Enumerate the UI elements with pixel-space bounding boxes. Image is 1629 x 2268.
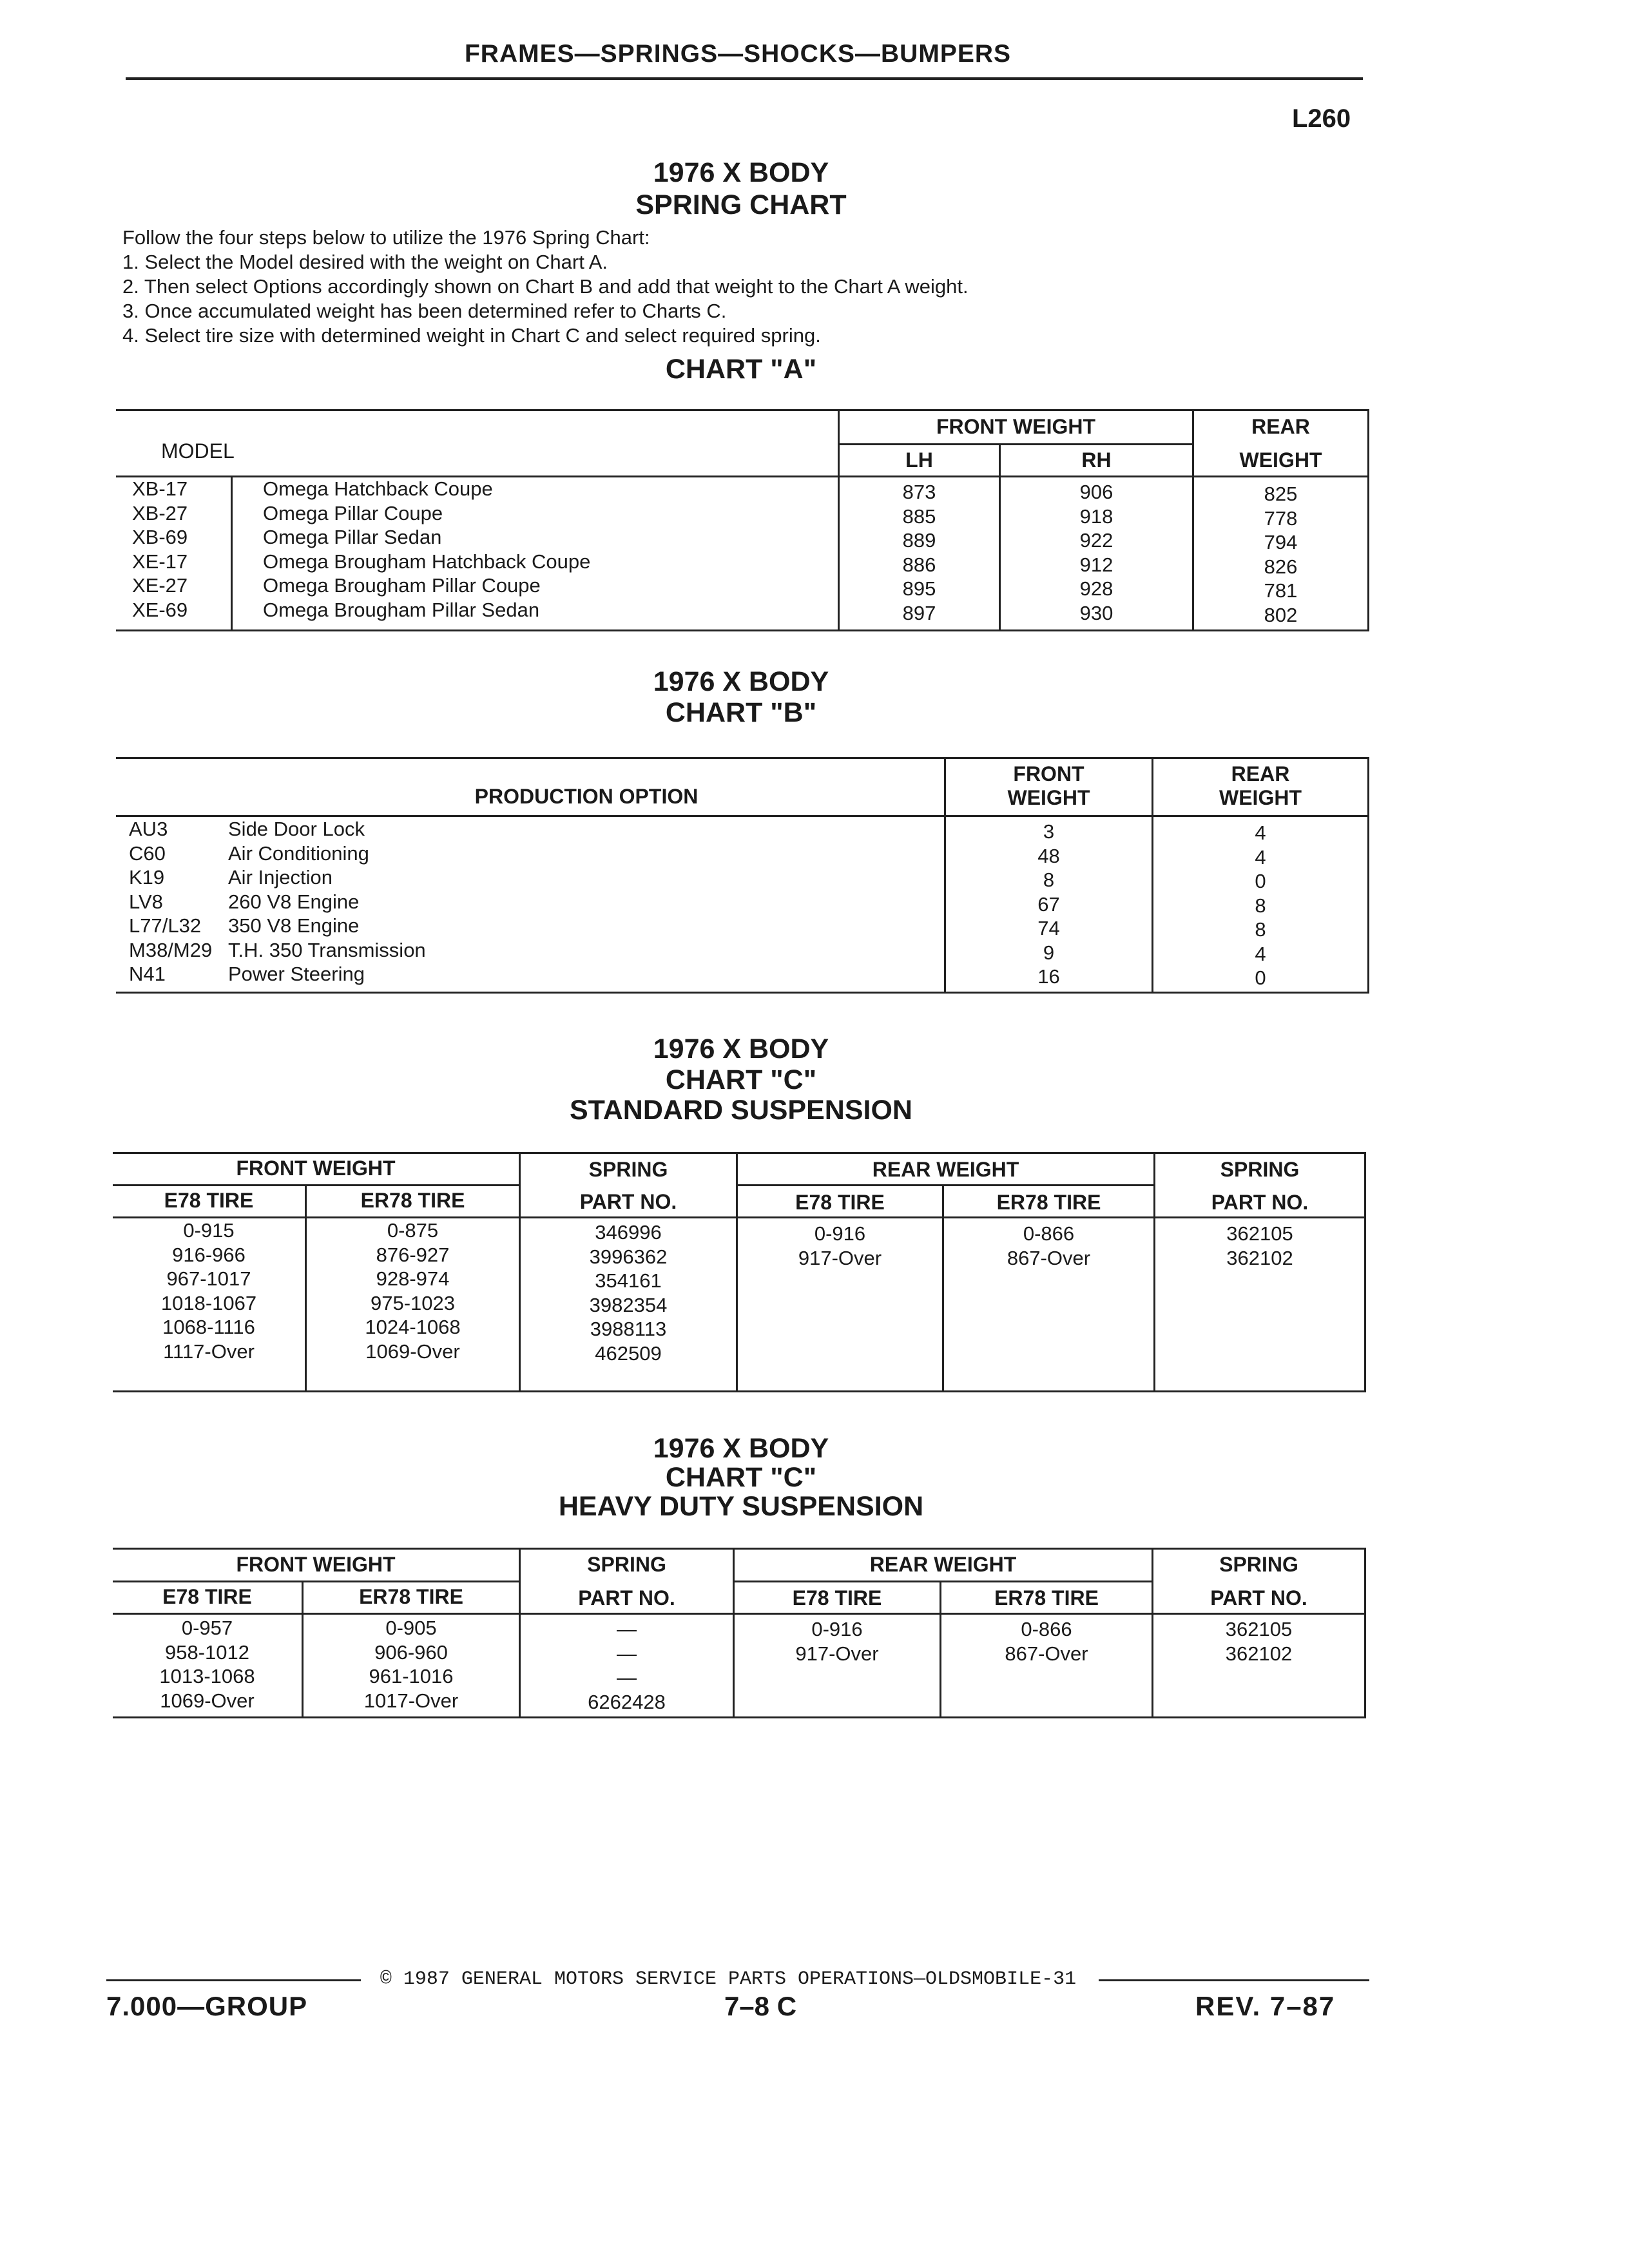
spring-chart-title-2: SPRING CHART (635, 189, 847, 220)
footer-group: 7.000—GROUP (106, 1991, 308, 2021)
chart-b-option-name: 350 V8 Engine (228, 914, 360, 937)
chart-c-hd-front-e78: 1013-1068 (159, 1665, 255, 1687)
chart-c-std-front-e78: 0-915 (183, 1219, 235, 1242)
instruction-step-3: 3. Once accumulated weight has been determined refer to Charts C. (122, 300, 727, 322)
chart-b-rear-header-1: REAR (1231, 762, 1290, 785)
chart-c-std-front-e78: 1068-1116 (162, 1316, 255, 1338)
chart-c-hd-rear-e78: 0-916 (811, 1618, 863, 1640)
chart-c-std-front-er78: 1069-Over (365, 1340, 460, 1363)
chart-a-code: XB-69 (132, 526, 188, 548)
chart-c-std-title-3: STANDARD SUSPENSION (570, 1095, 912, 1126)
chart-a-rear-header-1: REAR (1251, 415, 1310, 438)
chart-b-code: N41 (129, 963, 166, 985)
chart-a-model-name: Omega Hatchback Coupe (263, 477, 493, 500)
spring-chart-title-1: 1976 X BODY (653, 157, 829, 188)
chart-c-hd-rear-er78-values (941, 1617, 1152, 1666)
chart-c-std-spring-header-1: SPRING (588, 1158, 668, 1181)
chart-a-code: XE-69 (132, 598, 188, 621)
chart-b-code: AU3 (129, 818, 168, 840)
chart-c-hd-title-3: HEAVY DUTY SUSPENSION (558, 1491, 924, 1522)
chart-b-rear: 4 (1255, 845, 1266, 869)
chart-c-std-rear-part: 362102 (1226, 1246, 1293, 1269)
chart-b-rear: 8 (1255, 894, 1266, 917)
chart-b-option-name: Air Injection (228, 866, 333, 889)
chart-a-code: XB-17 (132, 477, 188, 500)
chart-a-rh: 918 (1079, 505, 1113, 528)
chart-a-rh: 930 (1079, 601, 1113, 624)
chart-b-code: C60 (129, 841, 166, 865)
chart-c-std-title-1: 1976 X BODY (653, 1033, 829, 1064)
chart-c-hd-front-part: — (617, 1642, 637, 1665)
chart-c-hd-rear-weight-header: REAR WEIGHT (869, 1553, 1017, 1576)
chart-a-model-name: Omega Pillar Coupe (263, 501, 443, 524)
chart-a-rh-header: RH (1081, 448, 1112, 472)
chart-a-rh: 928 (1079, 577, 1113, 600)
chart-c-hd-rear-spring-header-2: PART NO. (1210, 1586, 1307, 1610)
chart-c-std-rear-spring-header-2: PART NO. (1211, 1191, 1309, 1214)
chart-b-front-values (946, 820, 1152, 989)
chart-a-title: CHART "A" (665, 354, 817, 385)
chart-a-lh: 886 (902, 553, 936, 576)
chart-c-std-front-part: 346996 (595, 1221, 662, 1244)
chart-c-hd-rear-e78-values (735, 1617, 940, 1666)
chart-c-hd-front-er78: 961-1016 (369, 1665, 454, 1687)
chart-b-option-name: 260 V8 Engine (228, 890, 360, 913)
instructions (122, 226, 1347, 348)
chart-c-hd-front-er78: 0-905 (385, 1617, 437, 1639)
chart-c-std-rear-e78-values (738, 1222, 942, 1270)
chart-a-lh-header: LH (905, 448, 933, 472)
chart-c-std-rear-weight-header: REAR WEIGHT (872, 1158, 1019, 1181)
chart-c-hd-front-weight-header: FRONT WEIGHT (236, 1553, 396, 1576)
chart-c-std-rear-spring-header-1: SPRING (1220, 1158, 1300, 1181)
chart-c-hd-front-e78: 958-1012 (164, 1640, 249, 1664)
section-title: FRAMES—SPRINGS—SHOCKS—BUMPERS (464, 40, 1012, 68)
chart-a-rh: 912 (1079, 553, 1113, 576)
chart-c-std-front-er78: 876-927 (376, 1243, 450, 1266)
chart-c-hd-front-e78: 1069-Over (160, 1689, 255, 1712)
chart-b-option-name: T.H. 350 Transmission (228, 938, 426, 961)
chart-c-hd-front-part: 6262428 (588, 1690, 666, 1713)
chart-c-hd-front-e78-values (113, 1616, 302, 1713)
chart-a-lh: 897 (902, 601, 936, 624)
chart-c-std-rear-part: 362105 (1226, 1222, 1293, 1245)
chart-c-std-front-part: 3988113 (590, 1318, 667, 1340)
chart-a-rh-values (1001, 480, 1192, 625)
chart-a-names (263, 477, 830, 622)
chart-b-code: L77/L32 (129, 914, 202, 937)
chart-c-hd-rear-part-values (1153, 1617, 1364, 1666)
chart-b-title-2: CHART "B" (665, 697, 817, 728)
footer-rule-right (1099, 1979, 1369, 1981)
chart-b-option-name: Side Door Lock (228, 818, 365, 840)
chart-c-std-front-e78: 1117-Over (163, 1340, 255, 1363)
chart-c-std-front-weight-header: FRONT WEIGHT (236, 1157, 396, 1180)
chart-c-hd-rear-er78: 867-Over (1005, 1642, 1088, 1665)
chart-c-hd-front-er78-values (304, 1616, 519, 1713)
chart-c-hd-front-e78: 0-957 (181, 1617, 233, 1639)
chart-b-front-header-2: WEIGHT (1007, 786, 1090, 809)
chart-a-code: XE-17 (132, 550, 188, 573)
chart-c-hd-title-1: 1976 X BODY (653, 1433, 829, 1464)
chart-a-lh: 889 (902, 529, 936, 552)
chart-a-model-name: Omega Brougham Pillar Sedan (263, 598, 540, 621)
chart-a-model-name: Omega Brougham Hatchback Coupe (263, 550, 591, 573)
chart-b-rear-header-2: WEIGHT (1219, 786, 1302, 809)
chart-c-std-front-part: 462509 (595, 1341, 662, 1365)
chart-c-std-front-er78: 0-875 (387, 1219, 439, 1242)
chart-c-hd-rear-er78: 0-866 (1021, 1618, 1072, 1640)
chart-b-names (228, 817, 937, 986)
chart-a-rear: 802 (1264, 603, 1298, 626)
chart-a-model-header: MODEL (161, 439, 235, 463)
chart-c-hd-front-er78-header: ER78 TIRE (359, 1585, 463, 1608)
chart-c-std-front-e78-header: E78 TIRE (164, 1189, 254, 1212)
chart-a-lh: 873 (902, 481, 936, 503)
chart-c-std-rear-e78-header: E78 TIRE (795, 1191, 885, 1214)
chart-a-lh: 895 (902, 577, 936, 600)
chart-c-std-front-part-values (521, 1220, 736, 1365)
chart-b-title-1: 1976 X BODY (653, 666, 829, 697)
chart-c-hd-rear-spring-header-1: SPRING (1219, 1553, 1298, 1576)
footer-revision: REV. 7–87 (1195, 1991, 1336, 2021)
chart-b-front: 67 (1037, 892, 1060, 916)
chart-c-std-front-part: 3982354 (589, 1293, 668, 1316)
chart-a-rear: 825 (1264, 483, 1298, 505)
chart-b-front: 48 (1037, 844, 1060, 867)
chart-c-std-rear-part-values (1155, 1222, 1364, 1270)
chart-c-hd-spring-header-2: PART NO. (578, 1586, 675, 1610)
chart-a-lh: 885 (902, 505, 936, 528)
chart-b-rear: 0 (1255, 966, 1266, 989)
chart-a-rear: 794 (1264, 531, 1298, 553)
chart-c-std-front-part: 3996362 (589, 1245, 668, 1268)
chart-c-std-spring-header-2: PART NO. (579, 1190, 677, 1213)
chart-b-rear: 4 (1255, 822, 1266, 844)
chart-b-rear: 0 (1255, 870, 1266, 892)
chart-c-hd-front-e78-header: E78 TIRE (162, 1585, 252, 1608)
chart-a-model-name: Omega Brougham Pillar Coupe (263, 574, 541, 597)
chart-c-std-front-e78: 916-966 (172, 1243, 246, 1266)
chart-b-code: LV8 (129, 890, 163, 913)
chart-a-code: XE-27 (132, 574, 188, 597)
chart-c-std-front-er78: 928-974 (376, 1267, 450, 1290)
chart-b-rear-values (1153, 821, 1367, 990)
chart-c-hd-rear-er78-header: ER78 TIRE (994, 1586, 1099, 1610)
chart-a-rh: 922 (1079, 529, 1113, 552)
chart-c-hd-front-part-values (521, 1617, 733, 1714)
chart-c-std-front-part: 354161 (595, 1269, 662, 1292)
chart-b-rear: 4 (1255, 942, 1266, 965)
chart-a-model-name: Omega Pillar Sedan (263, 526, 442, 548)
chart-c-std-rear-er78: 867-Over (1007, 1246, 1091, 1269)
chart-b-code: M38/M29 (129, 938, 213, 961)
chart-a-code: XB-27 (132, 501, 188, 524)
instruction-step-4: 4. Select tire size with determined weight in Chart C and select required spring. (122, 324, 821, 347)
footer-rule-left (106, 1979, 361, 1981)
chart-b-front-header-1: FRONT (1013, 762, 1084, 785)
chart-a-rear: 781 (1264, 579, 1298, 602)
chart-a-rear: 826 (1264, 555, 1298, 578)
chart-b-rear: 8 (1255, 918, 1266, 941)
chart-c-std-rear-er78-values (944, 1222, 1153, 1270)
instructions-intro: Follow the four steps below to utilize the 1976 Spring Chart: (122, 226, 650, 249)
chart-b-code: K19 (129, 866, 165, 889)
chart-c-hd-front-part: — (617, 1666, 637, 1689)
chart-a-rear-values (1194, 482, 1367, 627)
chart-c-std-front-er78-header: ER78 TIRE (360, 1189, 465, 1212)
chart-c-hd-rear-e78: 917-Over (795, 1642, 879, 1665)
page-code: L260 (1292, 104, 1351, 133)
chart-c-hd-rear-e78-header: E78 TIRE (792, 1586, 882, 1610)
instruction-step-1: 1. Select the Model desired with the weight on Chart A. (122, 251, 608, 273)
chart-c-std-front-e78: 967-1017 (166, 1267, 251, 1290)
chart-c-std-title-2: CHART "C" (665, 1064, 817, 1095)
chart-a-codes (132, 477, 229, 622)
chart-c-hd-spring-header-1: SPRING (587, 1553, 666, 1576)
chart-c-std-rear-er78: 0-866 (1023, 1222, 1075, 1245)
chart-c-hd-front-er78: 1017-Over (363, 1689, 459, 1712)
chart-a-front-weight-header: FRONT WEIGHT (936, 415, 1096, 438)
instruction-step-2: 2. Then select Options accordingly shown on Chart B and add that weight to the Chart A weight. (122, 275, 969, 298)
chart-c-std-rear-er78-header: ER78 TIRE (996, 1191, 1101, 1214)
chart-a-rear: 778 (1264, 506, 1298, 530)
chart-c-std-rear-e78: 0-916 (814, 1222, 866, 1245)
chart-c-hd-front-er78: 906-960 (374, 1640, 448, 1664)
chart-b-option-name: Power Steering (228, 963, 365, 985)
chart-c-std-front-er78: 1024-1068 (365, 1316, 461, 1338)
chart-a-rh: 906 (1079, 481, 1113, 503)
chart-c-hd-rear-part: 362105 (1225, 1618, 1293, 1640)
chart-c-std-front-er78: 975-1023 (370, 1291, 455, 1314)
chart-b-front: 9 (1043, 941, 1055, 964)
chart-c-hd-rear-part: 362102 (1225, 1642, 1293, 1665)
chart-c-hd-front-part: — (617, 1618, 637, 1640)
chart-a-lh-values (840, 480, 999, 625)
chart-b-front: 16 (1037, 965, 1060, 988)
footer-page-number: 7–8 C (724, 1991, 797, 2021)
chart-c-std-front-er78-values (307, 1218, 519, 1363)
chart-c-hd-title-2: CHART "C" (665, 1462, 817, 1493)
chart-a-rear-header-2: WEIGHT (1239, 448, 1322, 472)
chart-b-front: 8 (1043, 869, 1055, 891)
chart-b-option-name: Air Conditioning (228, 841, 369, 865)
chart-c-std-front-e78-values (113, 1218, 305, 1363)
chart-b-option-header: PRODUCTION OPTION (474, 785, 699, 808)
chart-c-std-rear-e78: 917-Over (798, 1246, 882, 1269)
footer-copyright: © 1987 GENERAL MOTORS SERVICE PARTS OPERATIONS—OLDSMOBILE-31 (380, 1968, 1077, 1990)
chart-b-front: 74 (1037, 917, 1060, 939)
chart-b-codes (129, 817, 232, 986)
chart-b-front: 3 (1043, 820, 1055, 843)
chart-c-std-front-e78: 1018-1067 (160, 1291, 257, 1314)
header-rule (126, 77, 1363, 80)
